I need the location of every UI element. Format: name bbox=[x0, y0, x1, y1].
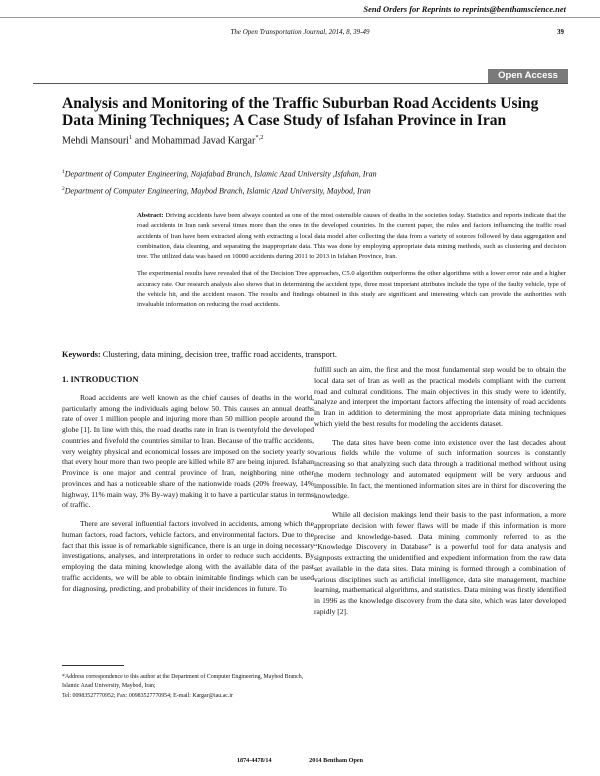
header-divider bbox=[33, 83, 568, 84]
footnote-contact: Tel: 00983527770952; Fax: 00983527770954; E-mail: Kargar@iau.ac.ir bbox=[62, 692, 233, 699]
affiliation-marker: 1 bbox=[62, 169, 65, 175]
author-name: Mehdi Mansouri bbox=[62, 135, 129, 147]
page-footer bbox=[0, 757, 600, 764]
author-list bbox=[62, 134, 263, 146]
author-affiliation-marker: *,2 bbox=[255, 134, 264, 141]
issn: 1874-4478/14 bbox=[236, 757, 272, 764]
abstract-label: Abstract: bbox=[137, 212, 164, 219]
reprint-notice: Send Orders for Reprints to reprints@benthamscience.net bbox=[0, 4, 600, 18]
journal-header bbox=[0, 28, 600, 40]
keywords bbox=[62, 350, 566, 359]
open-access-badge: Open Access bbox=[488, 69, 568, 83]
publisher-copyright: 2014 Bentham Open bbox=[309, 757, 364, 764]
keywords-label: Keywords: bbox=[62, 350, 101, 359]
affiliation bbox=[62, 186, 371, 196]
section-heading: 1. INTRODUCTION bbox=[62, 374, 139, 384]
body-column-right bbox=[314, 365, 566, 626]
affiliation-text: Department of Computer Engineering, Maybod Branch, Islamic Azad University, Maybod, Iran bbox=[64, 186, 371, 196]
keywords-text: Clustering, data mining, decision tree, traffic road accidents, transport. bbox=[100, 350, 337, 359]
abstract-text: Driving accidents have been always counted as one of the most ostensible causes of deaths in the societies today. Statistics and reports indicate that the road accidents in Iran rank several times more than the ones in the developed countries. In the current paper, the rules and factors influencing the traffic road accidents of Iran have been extracted along with extracting a local data model after collecting the data from a variety of sources followed by data aggregation and combination, data cleaning, and separating the inappropriate data. This was done by employing appropriate data mining methods, such as clustering and decision tree. The utilized data was based on 10000 accidents during 2011 to 2013 in Isfahan Province, Iran. bbox=[137, 212, 566, 261]
abstract bbox=[137, 211, 566, 318]
journal-citation: The Open Transportation Journal, 2014, 8, 39-49 bbox=[230, 28, 370, 36]
affiliation-marker: 2 bbox=[62, 186, 65, 192]
body-column-left bbox=[62, 374, 314, 602]
body-paragraph: fulfill such an aim, the first and the most fundamental step would be to obtain the local data set of Iran as well as the practical models compliant with the current road and cultural conditions. The main objectives in this study were to identify, analyze and interpret the important factors affecting the intensity of road accidents in Iran in addition to determining the most appropriate data mining techniques which yield the best results for modeling the accidents dataset. bbox=[314, 365, 566, 428]
author-affiliation-marker: 1 bbox=[128, 134, 133, 141]
body-paragraph: Road accidents are well known as the chief causes of deaths in the world, particularly among the individuals aging below 50. This causes an annual deaths rate of over 1 million people and injuring more than 50 million people around the globe [1]. In line with this, the road deaths rate in Iran is twentyfold the developed countries and fivefold the countries similar to Iran. Because of the traffic accidents, very weighty physical and economical losses are imposed on the society yearly so that every hour more than two people are killed while 87 are being injured. Isfahan Province is one major and central province of Iran, neighboring nine other provinces and has a noticeable share of the nationwide roads (20% freeway, 14% highway, 11% main way, 3% By-way) making it to have a particular status in terms of traffic. bbox=[62, 392, 314, 510]
affiliation bbox=[62, 169, 377, 179]
body-paragraph: While all decision makings lend their basis to the past information, a more appropriate decision with fewer flaws will be made if this information is more precise and knowledge-based. Data mining commonly referred to as the “Knowledge Discovery in Database” is a powerful tool for data analysis and signposts extracting the unidentified and expedient information from the raw data set available in the data sites. Data mining is formed through a combination of various disciplines such as artificial intelligence, data site management, machine learning, mathematical algorithms, and statistics. Data mining was firstly identified in 1996 as the knowledge discovery from the data site, which was later developed rapidly [2]. bbox=[314, 510, 566, 616]
page-number: 39 bbox=[557, 28, 564, 36]
correspondence-footnote bbox=[62, 673, 314, 701]
footnote-divider bbox=[62, 665, 124, 666]
body-paragraph: There are several influential factors involved in accidents, among which the human factors, road factors, vehicle factors, and environmental factors. Due to the fact that this issue is of remarkable significance, there is an urge in doing necessary investigations, analyses, and interpretations in order to reduce such accidents. By employing the data mining knowledge along with the available data of the past traffic accidents, we will be able to obtain inimitable findings which can be used for diagnosing, predicting, and probability of their incidences in future. To bbox=[62, 519, 314, 593]
abstract-paragraph: The experimental results have revealed that of the Decision Tree approaches, C5.0 algorithm outperforms the other algorithms with a lower error rate and a higher accuracy rate. Our research analysis also shows that in determining the accident type, three most important attributes include the type of the faulty vehicle, type of the vehicle hit, and the accident reason. The results and findings obtained in this study are significant and interesting which can provide the authorities with invaluable information on reducing the road accidents. bbox=[137, 270, 566, 309]
abstract-paragraph bbox=[137, 211, 566, 262]
paper-title: Analysis and Monitoring of the Traffic Suburban Road Accidents Using Data Mining Techniques; A Case Study of Isfahan Province in Iran bbox=[62, 95, 539, 129]
author-conjunction: and bbox=[132, 135, 152, 147]
affiliation-text: Department of Computer Engineering, Najafabad Branch, Islamic Azad University ,Isfahan, Iran bbox=[64, 169, 377, 179]
body-paragraph: The data sites have been come into existence over the last decades about various fields while the volume of such information sources is constantly increasing so that analyzing such data through a traditional method without using the modern technology and automated equipment will be very arduous and impossible. In fact, the mentioned information sites are in thirst for discovering the knowledge. bbox=[314, 437, 566, 501]
footnote-address: *Address correspondence to this author at the Department of Computer Engineering, Maybod Branch, Islamic Azad University, Maybod, Iran; bbox=[62, 674, 304, 690]
author-name: Mohammad Javad Kargar bbox=[151, 135, 256, 147]
